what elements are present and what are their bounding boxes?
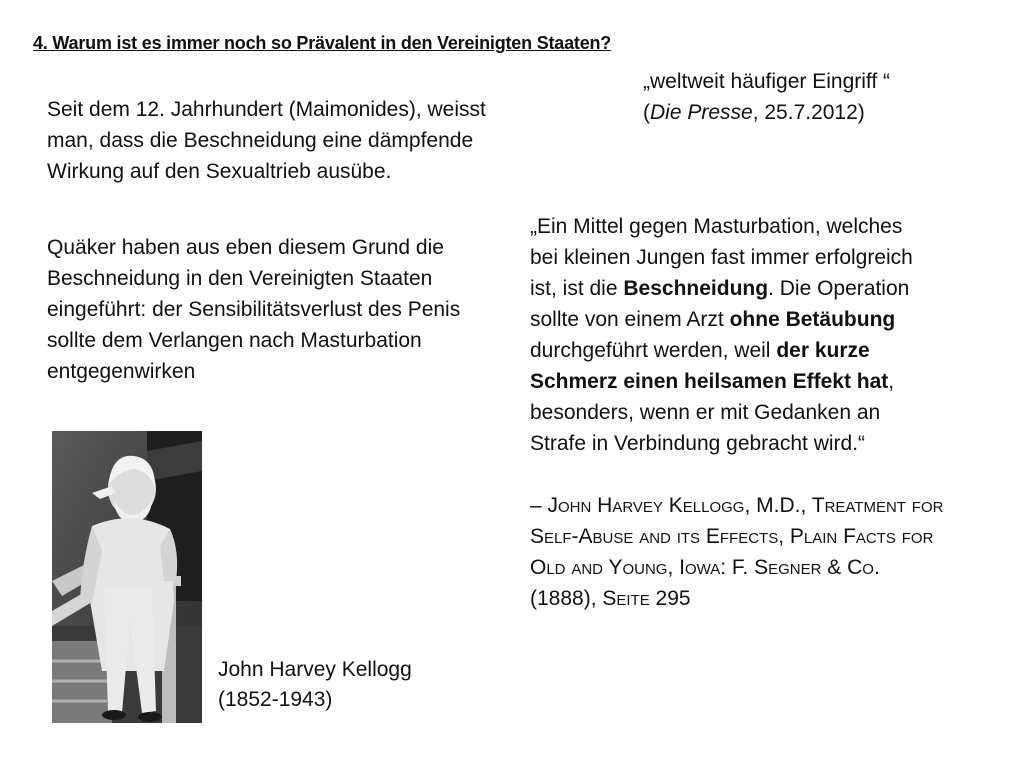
- quaker-line: eingeführt: der Sensibilitätsverlust des Penis: [47, 298, 461, 321]
- citation-line: – John Harvey Kellogg, M.D., Treatment for: [530, 494, 944, 517]
- maimonides-line: man, dass die Beschneidung eine dämpfende: [47, 129, 474, 152]
- kellogg-quote: [530, 211, 913, 459]
- page-title: 4. Warum ist es immer noch so Prävalent in den Vereinigten Staaten?: [33, 33, 612, 53]
- maimonides-line: Wirkung auf den Sexualtrieb ausübe.: [47, 160, 392, 183]
- quote-line: bei kleinen Jungen fast immer erfolgreich: [530, 246, 913, 269]
- caption-years: (1852-1943): [218, 688, 333, 711]
- presse-source-name: Die Presse: [650, 101, 753, 124]
- quote-line: durchgeführt werden, weil der kurze: [530, 339, 870, 362]
- presse-source-line: (Die Presse, 25.7.2012): [643, 101, 865, 124]
- quote-line: sollte von einem Arzt ohne Betäubung: [530, 308, 896, 331]
- quaker-line: Quäker haben aus eben diesem Grund die: [47, 236, 444, 259]
- quote-line: besonders, wenn er mit Gedanken an: [530, 401, 881, 424]
- maimonides-line: Seit dem 12. Jahrhundert (Maimonides), weisst: [47, 98, 486, 121]
- caption-name: John Harvey Kellogg: [218, 658, 412, 681]
- citation: [530, 490, 943, 614]
- maimonides-paragraph: [47, 94, 486, 187]
- photo-caption: [218, 655, 412, 715]
- quote-line: „Ein Mittel gegen Masturbation, welches: [530, 215, 903, 238]
- citation-line: (1888), Seite 295: [530, 587, 691, 610]
- quaker-line: Beschneidung in den Vereinigten Staaten: [47, 267, 433, 290]
- quote-line: Strafe in Verbindung gebracht wird.“: [530, 432, 866, 455]
- quaker-paragraph: [47, 232, 460, 387]
- quote-line: ist, ist die Beschneidung. Die Operation: [530, 277, 910, 300]
- kellogg-photo: [52, 431, 202, 723]
- presse-quote: [643, 66, 890, 128]
- citation-line: Old and Young, Iowa: F. Segner & Co.: [530, 556, 880, 579]
- presse-quote-text: „weltweit häufiger Eingriff “: [643, 70, 891, 93]
- portrait-photo-icon: [52, 431, 202, 723]
- quaker-line: sollte dem Verlangen nach Masturbation: [47, 329, 422, 352]
- quote-line: Schmerz einen heilsamen Effekt hat,: [530, 370, 895, 393]
- quaker-line: entgegenwirken: [47, 360, 196, 383]
- citation-line: Self-Abuse and its Effects, Plain Facts for: [530, 525, 934, 548]
